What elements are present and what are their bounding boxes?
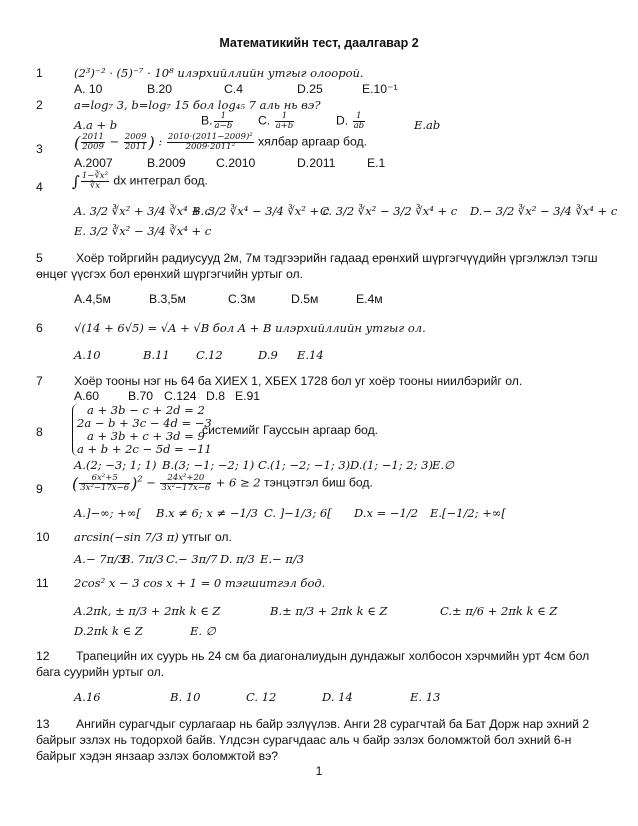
- option-b: B.3,5м: [149, 292, 186, 306]
- fraction-denominator: ∛x: [89, 181, 101, 191]
- inequality-rhs: + 6 ≥ 2: [215, 475, 261, 490]
- option-e: E.∅: [432, 458, 455, 472]
- question-text: Хоёр тооны нэг нь 64 ба ХИЕХ 1, ХБЕХ 1728 бол уг хоёр тооны ниилбэрийг ол.: [74, 374, 523, 388]
- option-c: C.124: [164, 389, 197, 403]
- fraction-denominator: 3x²−17x−6: [161, 483, 211, 493]
- fraction-numerator: 2011: [82, 132, 104, 142]
- question-paragraph: [36, 648, 604, 680]
- question-number: 1: [36, 66, 43, 80]
- option-a: A.16: [74, 690, 101, 704]
- option-label: C.: [258, 113, 274, 128]
- question-expression: ( $\frac{\text{6x²+5}}{\text{3x²−17x−6}}$ )$^2$ − $\frac{\text{24x²+20}}{\text{3x²−17x−6}}$ + 6 ≥ 2 тэнцэтгэл биш бод.: [72, 473, 373, 493]
- question-expression: ( $\frac{2011}{2009}$ − $\frac{2009}{2011}$ ) : $\frac{\text{2010·(2011−2009)²}}{\text{2009·2011²}}$ хялбар аргаар бод.: [74, 132, 367, 152]
- option-label: D.: [336, 113, 352, 128]
- option-a: A.60: [74, 389, 100, 403]
- option-e: E.1: [367, 156, 386, 170]
- option-e: E.10⁻¹: [362, 82, 398, 96]
- fraction-denominator: a−b: [214, 121, 233, 131]
- option-d: D.(1; −1; 2; 3): [350, 458, 433, 472]
- fraction-numerator: 6x²+5: [79, 474, 130, 484]
- option-e: E.ab: [414, 118, 441, 132]
- equation-system: [72, 404, 212, 456]
- option-a: A.− 7π/3: [74, 552, 126, 566]
- option-a: A.2007: [74, 156, 113, 170]
- fraction-numerator: 1: [353, 112, 366, 122]
- option-e: E.4м: [356, 292, 383, 306]
- question-paragraph: [36, 250, 604, 282]
- question-number: 3: [36, 142, 43, 156]
- option-b: [201, 112, 234, 131]
- equation: a + 3b − c + 2d = 2: [87, 403, 205, 417]
- question-number: 7: [36, 374, 43, 388]
- fraction-denominator: 2011: [124, 142, 147, 152]
- option-c: C.3м: [228, 292, 256, 306]
- option-b: B.(3; −1; −2; 1): [162, 458, 255, 472]
- question-expression: [72, 172, 208, 191]
- option-a: A.a + b: [74, 118, 118, 132]
- question-text: (2³)⁻² · (5)⁻⁷ · 10⁸ илэрхийллийн утгыг олоорой.: [74, 66, 364, 80]
- option-d: D. π/3: [220, 552, 255, 566]
- option-e: E.91: [235, 389, 261, 403]
- question-expression: [74, 530, 232, 544]
- question-text: Ангийн сурагчдыг сурлагаар нь байр эзлүүлэв. Анги 28 сурагчтай ба Бат Дорж нар эхний 2 байрыг эзлэх нь тодорхой байв. Үлдсэн сурагчдаас аль ч байр эзлэх боломжтой бол эхний 6-н байрыг хэдэн янзаар эзлэх боломжтой вэ?: [36, 717, 590, 763]
- option-e: E. 3/2 ∛x² − 3/4 ∛x⁴ + c: [74, 224, 212, 238]
- option-c: C.2010: [216, 156, 256, 170]
- fraction-denominator: 2009: [82, 142, 104, 152]
- option-d: D.− 3/2 ∛x² − 3/4 ∛x⁴ + c: [470, 204, 618, 218]
- option-d: [336, 112, 366, 131]
- question-math: arcsin(−sin 7/3 π): [74, 530, 179, 544]
- option-b: B.20: [147, 82, 173, 96]
- option-e: E.[−1/2; +∞[: [430, 506, 506, 520]
- question-number: 13: [36, 717, 50, 731]
- option-b: B.11: [143, 348, 170, 362]
- question-paragraph: [36, 716, 604, 764]
- question-text: Трапецийн их суурь нь 24 см ба диагоналиудын дундажыг холбосон хэрчмийн урт 4см бол бага суурийн уртыг ол.: [36, 649, 590, 679]
- fraction-numerator: 1: [214, 112, 234, 122]
- fraction-denominator: 3x²−17x−6: [80, 483, 130, 493]
- question-text: dx интеграл бод.: [113, 173, 208, 188]
- question-text: a=log₇ 3, b=log₇ 15 бол log₄₅ 7 аль нь вэ?: [74, 98, 321, 112]
- option-e: E. 13: [410, 690, 441, 704]
- option-d: D.9: [258, 348, 278, 362]
- option-c: C.(1; −2; −1; 3): [258, 458, 351, 472]
- option-label: B.: [201, 113, 213, 128]
- question-number: 4: [36, 180, 43, 194]
- option-a: A.]−∞; +∞[: [74, 506, 141, 520]
- question-number: 2: [36, 98, 43, 112]
- option-d: D.2πk k ∈ Z: [74, 624, 143, 638]
- equation: 2a − b + 3c − 4d = −3: [77, 416, 212, 430]
- option-b: B. 10: [170, 690, 201, 704]
- question-number: 10: [36, 530, 50, 544]
- question-text: Хоёр тойргийн радиусууд 2м, 7м тэдгээрийн гадаад ерөнхий шүргэгчүүдийн үргэлжлэл тэгш өнцөг үүсгэх бол ерөнхий шүргэгчийн уртыг ол.: [36, 251, 598, 281]
- option-e: E.− π/3: [260, 552, 305, 566]
- option-b: B.70: [128, 389, 154, 403]
- option-c: [258, 112, 295, 131]
- option-c: C. 12: [246, 690, 277, 704]
- question-text: тэнцэтгэл биш бод.: [263, 475, 373, 490]
- question-number: 9: [36, 482, 43, 496]
- option-d: D.5м: [291, 292, 319, 306]
- integral-sign: ∫: [72, 172, 80, 191]
- option-d: D.2011: [297, 156, 336, 170]
- option-a: A. 10: [74, 82, 103, 96]
- page-title: Математикийн тест, даалгавар 2: [219, 36, 419, 50]
- option-a: A.2πk, ± π/3 + 2πk k ∈ Z: [74, 604, 221, 618]
- question-text: утгыг ол.: [182, 530, 232, 544]
- option-c: C.12: [196, 348, 223, 362]
- option-c: C.± π/6 + 2πk k ∈ Z: [440, 604, 558, 618]
- question-text: 2cos² x − 3 cos x + 1 = 0 тэгшитгэл бод.: [74, 576, 326, 590]
- question-number: 5: [36, 251, 43, 265]
- page-number: 1: [315, 764, 323, 778]
- question-text: √(14 + 6√5) = √A + √B бол A + B илэрхийллийн утгыг ол.: [74, 321, 426, 335]
- equation: a + b + 2c − 5d = −11: [77, 442, 212, 456]
- question-number: 11: [36, 576, 49, 590]
- equation: a + 3b + c + 3d = 9: [87, 429, 205, 443]
- fraction-numerator: 1: [275, 112, 295, 122]
- question-text: системийг Гауссын аргаар бод.: [202, 423, 379, 437]
- question-text: хялбар аргаар бод.: [258, 134, 367, 149]
- fraction-numerator: 2009: [124, 132, 147, 142]
- fraction-denominator: ab: [353, 121, 365, 131]
- option-d: D.8: [206, 389, 225, 403]
- question-number: 6: [36, 321, 43, 335]
- option-a: A.4,5м: [74, 292, 111, 306]
- option-c: C. ]−1/3; 6[: [264, 506, 332, 520]
- fraction-denominator: 2009·2011²: [185, 142, 235, 152]
- question-number: 12: [36, 649, 50, 663]
- fraction-numerator: 1−∛x²: [81, 171, 108, 181]
- option-a: A. 3/2 ∛x² + 3/4 ∛x⁴ + c: [74, 204, 212, 218]
- option-c: C.− 3π/7: [166, 552, 218, 566]
- fraction-denominator: a+b: [275, 121, 294, 131]
- option-b: B.± π/3 + 2πk k ∈ Z: [270, 604, 388, 618]
- option-c: C.4: [224, 82, 243, 96]
- fraction-numerator: 24x²+20: [160, 474, 211, 484]
- option-b: B. 3/2 ∛x⁴ − 3/4 ∛x² + c: [192, 204, 330, 218]
- option-a: A.(2; −3; 1; 1): [74, 458, 157, 472]
- option-b: B.2009: [147, 156, 186, 170]
- question-number: 8: [36, 425, 43, 439]
- option-e: E.14: [297, 348, 324, 362]
- option-b: B. 7π/3: [122, 552, 164, 566]
- option-d: D.25: [297, 82, 323, 96]
- option-e: E. ∅: [190, 624, 216, 638]
- fraction-numerator: 2010·(2011−2009)²: [167, 132, 253, 142]
- option-a: A.10: [74, 348, 101, 362]
- option-d: D. 14: [322, 690, 353, 704]
- option-d: D.x = −1/2: [354, 506, 419, 520]
- option-c: C. 3/2 ∛x² − 3/2 ∛x⁴ + c: [320, 204, 458, 218]
- option-b: B.x ≠ 6; x ≠ −1/3: [156, 506, 258, 520]
